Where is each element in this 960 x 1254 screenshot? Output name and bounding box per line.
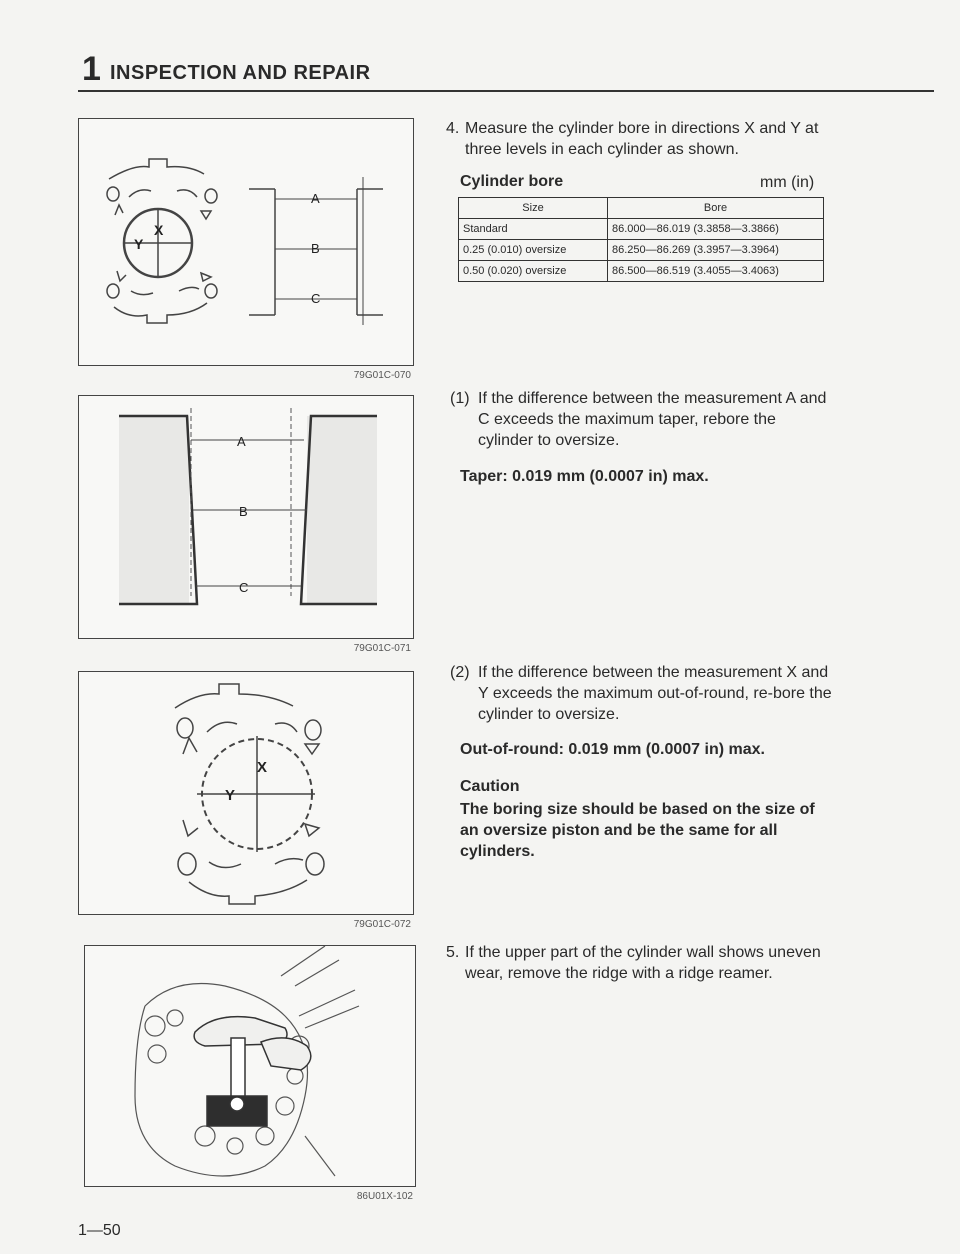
label-c: C: [311, 291, 321, 306]
header-size: Size: [459, 198, 608, 219]
cell-size: 0.25 (0.010) oversize: [459, 240, 608, 261]
cylinder-bore-table: [458, 197, 824, 282]
figure-caption: 79G01C-072: [353, 919, 411, 930]
label-y: Y: [225, 787, 236, 804]
figure-cylinder-directions: [78, 118, 414, 381]
caution-text: The boring size should be based on the size of an oversize piston and be the same for all cylinders.: [460, 801, 815, 860]
table-unit: mm (in): [760, 174, 815, 191]
label-b: B: [239, 504, 248, 519]
table-row: [459, 261, 824, 282]
figure-caption: 79G01C-070: [353, 370, 411, 381]
section-number: 1: [82, 50, 101, 88]
page-number: 1—50: [78, 1222, 121, 1239]
substep-2: [432, 662, 832, 725]
cell-size: 0.50 (0.020) oversize: [459, 261, 608, 282]
taper-spec: Taper: 0.019 mm (0.0007 in) max.: [460, 468, 709, 485]
table-row: [459, 240, 824, 261]
page-header: [78, 52, 934, 92]
figure-out-of-round: [78, 671, 414, 930]
step-text: If the upper part of the cylinder wall shows uneven wear, remove the ridge with a ridge reamer.: [465, 944, 821, 982]
step-number: 4.: [446, 120, 460, 137]
figure-taper: [78, 395, 414, 654]
table-header-row: [459, 198, 824, 219]
section-title: INSPECTION AND REPAIR: [110, 62, 371, 84]
label-a: A: [237, 434, 246, 449]
table-title: Cylinder bore: [460, 173, 564, 190]
substep-1: [432, 388, 832, 451]
cell-bore: 86.500—86.519 (3.4055—3.4063): [608, 261, 824, 282]
table-row: [459, 219, 824, 240]
figure-ridge-reamer: [84, 945, 416, 1202]
substep-text: If the difference between the measurement X and Y exceeds the maximum out-of-round, re-bore the cylinder to oversize.: [478, 664, 832, 723]
figure-caption: 86U01X-102: [356, 1191, 413, 1202]
substep-number: (1): [450, 390, 470, 407]
label-c: C: [239, 580, 249, 595]
step-5: [446, 942, 836, 984]
step-4: [446, 118, 836, 160]
cell-bore: 86.000—86.019 (3.3858—3.3866): [608, 219, 824, 240]
substep-number: (2): [450, 664, 470, 681]
out-of-round-spec: Out-of-round: 0.019 mm (0.0007 in) max.: [460, 741, 765, 758]
figure-caption: 79G01C-071: [353, 643, 411, 654]
step-text: Measure the cylinder bore in directions X and Y at three levels in each cylinder as shown.: [465, 120, 819, 158]
label-a: A: [311, 191, 320, 206]
step-number: 5.: [446, 944, 460, 961]
substep-text: If the difference between the measurement A and C exceeds the maximum taper, rebore the cylinder to oversize.: [478, 390, 827, 449]
caution-title: Caution: [460, 778, 520, 795]
label-x: X: [257, 759, 268, 776]
label-b: B: [311, 241, 320, 256]
cell-size: Standard: [459, 219, 608, 240]
label-x: X: [154, 222, 164, 238]
header-bore: Bore: [608, 198, 824, 219]
cell-bore: 86.250—86.269 (3.3957—3.3964): [608, 240, 824, 261]
label-y: Y: [134, 236, 144, 252]
